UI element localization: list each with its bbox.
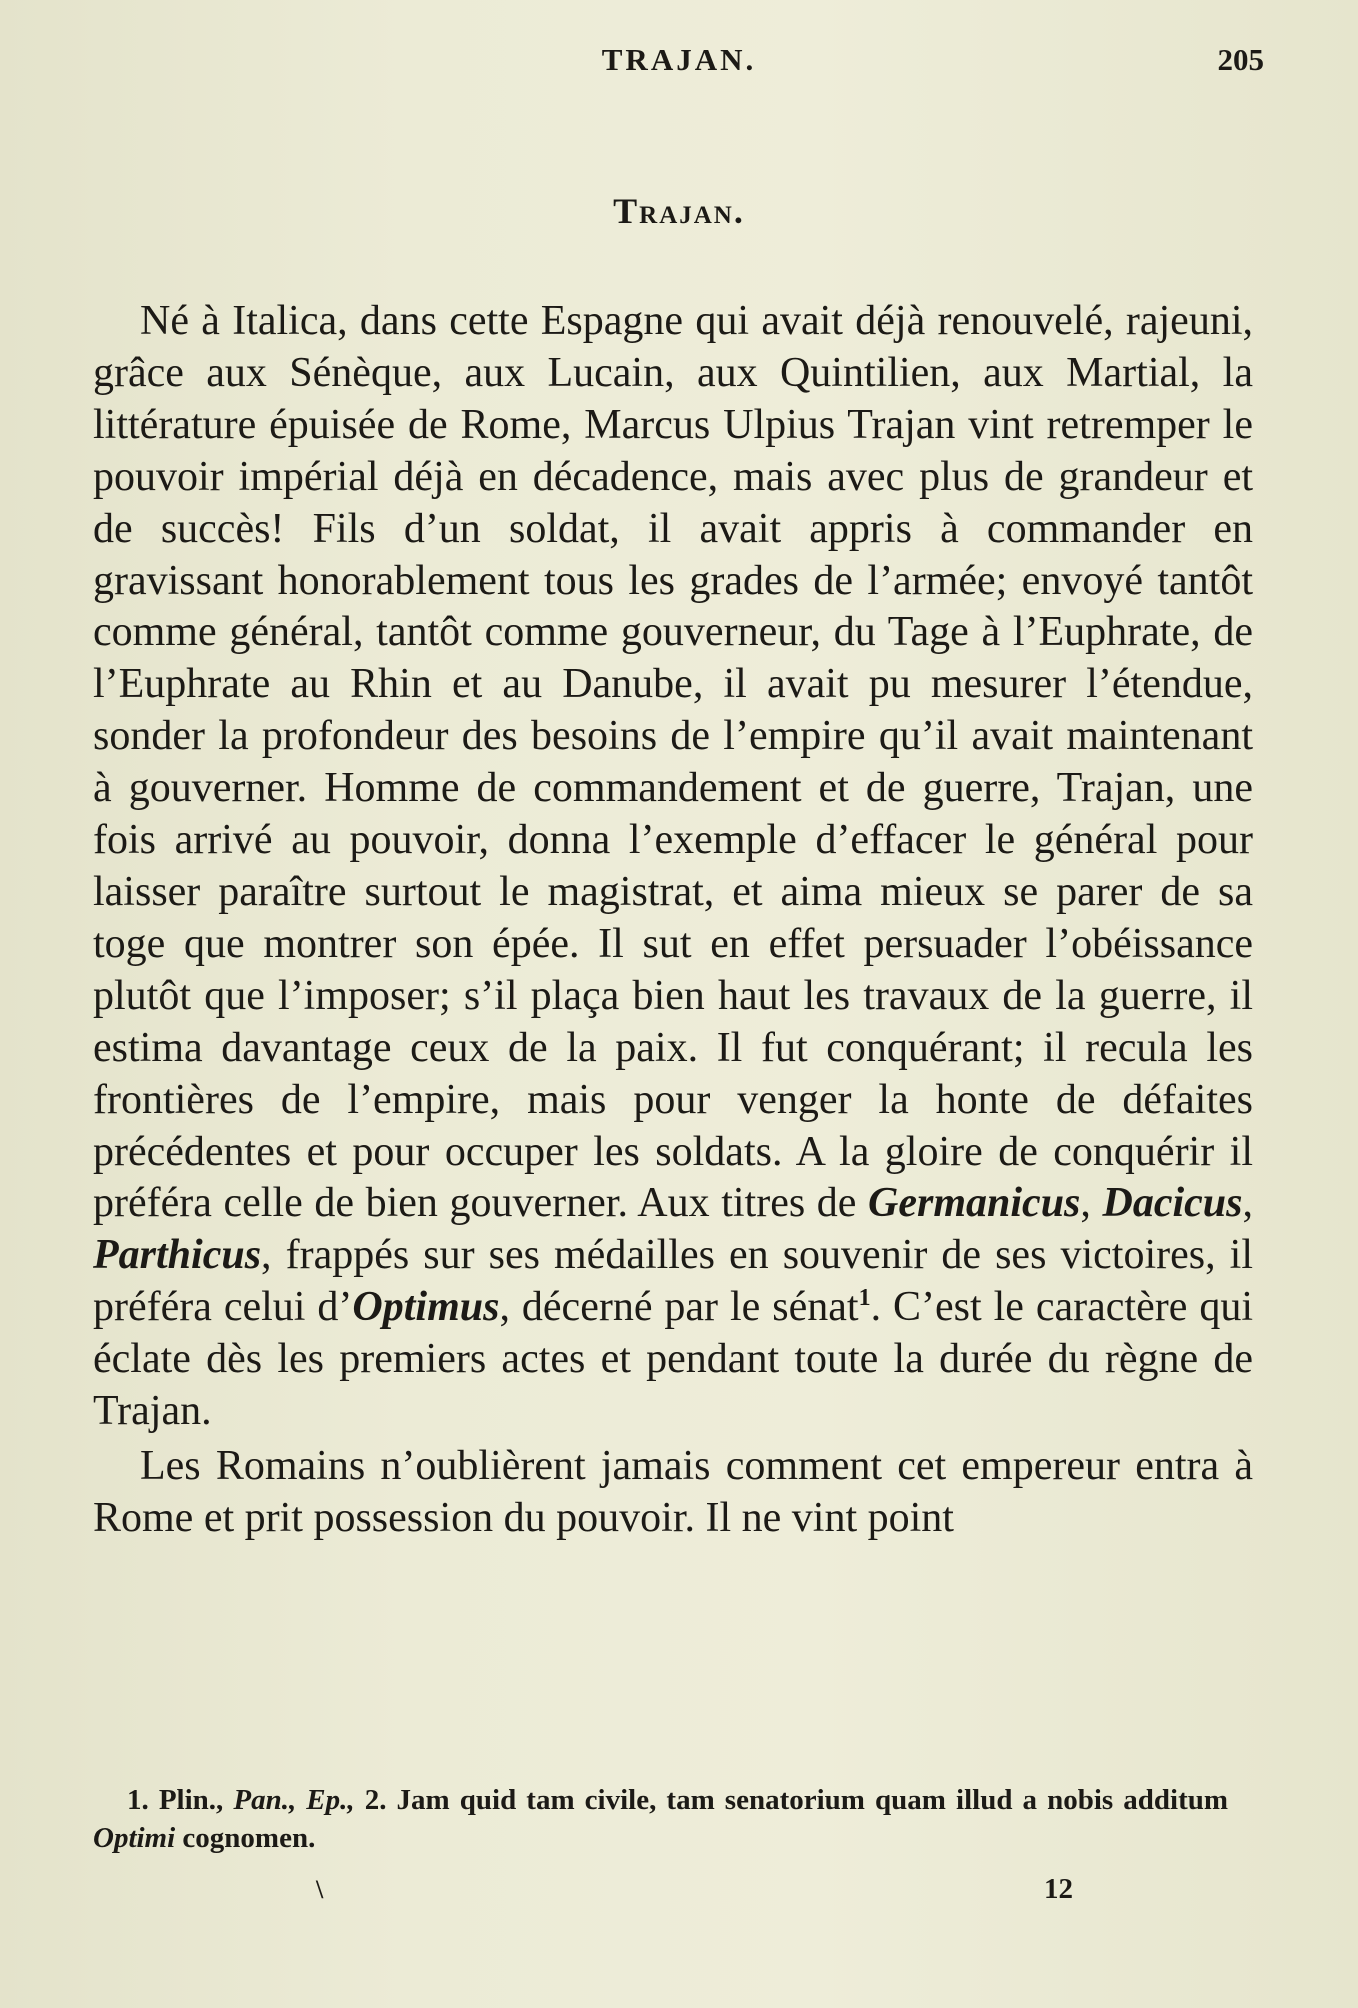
paragraph-1-text-a: Né à Italica, dans cette Espagne qui avait déjà renouvelé, rajeuni, grâce aux Sénèque, aux Lucain, aux Quintilien, aux Martial, la littérature épuisée de Rome, Marcus Ulpius Trajan vint retremper le pouvoir impérial déjà en décadence, mais avec plus de grandeur et de succès! Fils d’un soldat, il avait appris à commander en gravissant honorablement tous les grades de l’armée; envoyé tantôt comme général, tantôt comme gouverneur, du Tage à l’Euphrate, de l’Euphrate au Rhin et au Danube, il avait pu mesurer l’étendue, sonder la profondeur des besoins de l’empire qu’il avait maintenant à gouverner. Homme de commandement et de guerre, Trajan, une fois arrivé au pouvoir, donna l’exemple d’effacer le général pour laisser paraître surtout le magistrat, et aima mieux se parer de sa toge que montrer son épée. Il sut en effet persuader l’obéissance plutôt que l’imposer; s’il plaça bien haut les travaux de la guerre, il estima davantage ceux de la paix. Il fut conquérant; il recula les frontières de l’empire, mais pour venger la honte de défaites précédentes et pour occuper les soldats. A la gloire de conquérir il préféra celle de bien gouverner. Aux titres de: [93, 298, 1253, 1227]
footnote-reference[interactable]: 1: [858, 1285, 871, 1312]
title-separator: ,: [1080, 1180, 1091, 1227]
footnote: [93, 1781, 1228, 1857]
tick-mark: \: [316, 1875, 324, 1904]
footnote-quote: Optimi: [93, 1822, 176, 1854]
title-dacicus: Dacicus: [1102, 1180, 1243, 1227]
footnote-author: Plin.,: [158, 1784, 224, 1816]
paragraph-1-text-d: . C’est le caractère qui éclate dès les premiers actes et pendant toute la durée du règne de Trajan.: [93, 1284, 1253, 1435]
title-optimus: Optimus: [352, 1284, 500, 1331]
chapter-title: Trajan.: [613, 191, 745, 231]
paragraph-1-text-c: , décerné par le sénat: [499, 1284, 859, 1331]
running-head: [0, 42, 1358, 92]
title-parthicus: Parthicus: [93, 1232, 262, 1279]
title-separator: ,: [1242, 1180, 1254, 1227]
footnote-text-b: cognomen.: [182, 1822, 316, 1854]
footnote-text-a: 2. Jam quid tam civile, tam senatorium quam illud a nobis additum: [364, 1784, 1229, 1816]
paragraph-2: Les Romains n’oublièrent jamais comment cet empereur entra à Rome et prit possession du pouvoir. Il ne vint point: [93, 1442, 1253, 1541]
signature-number: 12: [1044, 1873, 1073, 1905]
footnote-work: Pan., Ep.,: [233, 1784, 355, 1816]
running-title: TRAJAN.: [601, 42, 757, 77]
title-germanicus: Germanicus: [868, 1180, 1081, 1227]
footnote-1: [93, 1781, 1228, 1857]
signature-mark: [0, 1873, 1358, 1913]
paragraph-1-text-b: , frappés sur ses médailles en souvenir de ses victoires, il préféra celui d’: [93, 1232, 1253, 1331]
body-text: [93, 296, 1253, 1545]
footnote-number: 1.: [127, 1784, 149, 1816]
paragraph-1: [93, 296, 1253, 1438]
page-number: 205: [1217, 42, 1264, 77]
